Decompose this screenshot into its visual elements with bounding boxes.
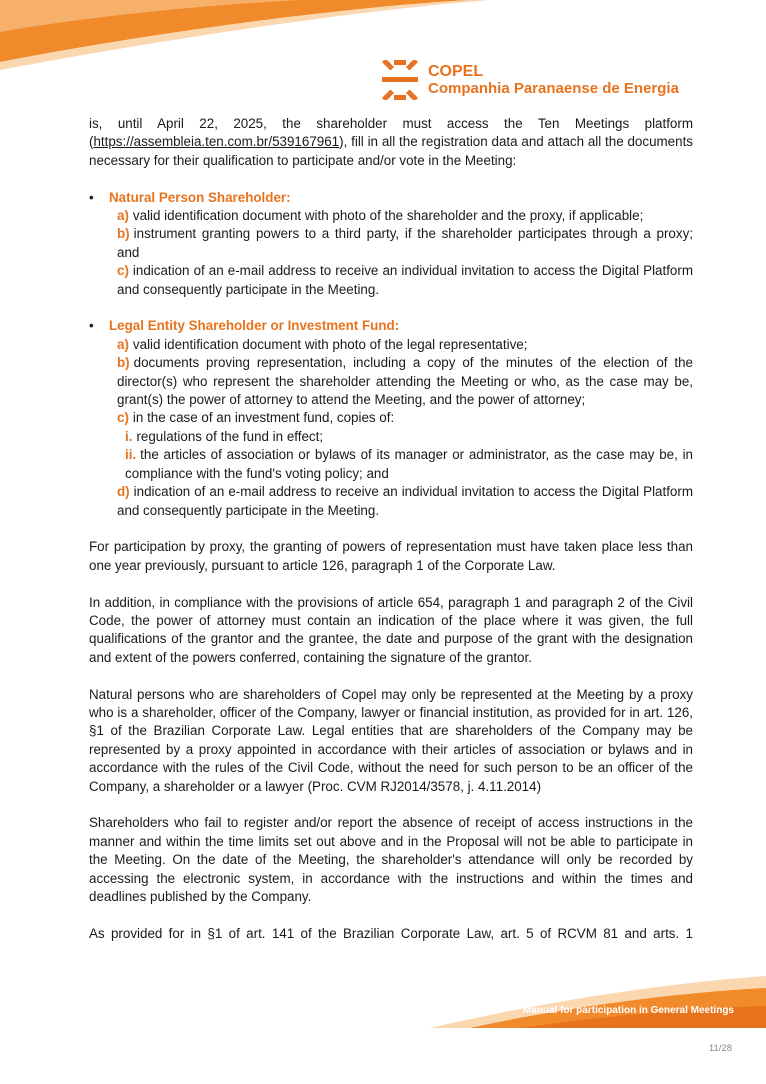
legal-entity-section bbox=[89, 317, 693, 519]
legal-item-c: c) in the case of an investment fund, copies of: bbox=[117, 410, 395, 426]
legal-item-b: b) documents proving representation, including a copy of the minutes of the election of the director(s) who represent the shareholder attending the Meeting or who, as the case may be, grant(s) the power of attorney to attend the Meeting, and the power of attorney; bbox=[117, 355, 693, 408]
natural-item-b: b) instrument granting powers to a third party, if the shareholder participates through a proxy; and bbox=[117, 226, 693, 260]
logo-name: COPEL bbox=[428, 63, 484, 80]
legal-item-c-i: i. regulations of the fund in effect; bbox=[125, 428, 324, 444]
bullet-icon: • bbox=[89, 189, 94, 205]
ten-meetings-link[interactable]: https://assembleia.ten.com.br/539167961 bbox=[93, 134, 340, 150]
natural-person-section bbox=[89, 189, 693, 299]
natural-person-title: Natural Person Shareholder: bbox=[109, 189, 291, 205]
legal-item-d: d) indication of an e-mail address to receive an individual invitation to access the Digital Platform and consequently participate in the Meeting. bbox=[117, 484, 693, 518]
company-logo bbox=[380, 60, 679, 100]
requirements-list bbox=[89, 189, 693, 520]
registration-failure-paragraph: Shareholders who fail to register and/or report the absence of receipt of access instructions in the manner and within the time limits set out above and in the Proposal will not be able to participate in the Meeting. On the date of the Meeting, the shareholder's attendance will only be recorded by accessing the electronic system, in accordance with the instructions and within the times and deadlines published by the Company. bbox=[89, 815, 693, 904]
natural-persons-paragraph: Natural persons who are shareholders of Copel may only be represented at the Meeting by a proxy who is a shareholder, officer of the Company, lawyer or financial institution, as provided for in art. 126, §1 of the Brazilian Corporate Law. Legal entities that are shareholders of the Company may be represented by a proxy appointed in accordance with their articles of association or bylaws and in accordance with the rules of the Civil Code, without the need for such person to be an officer of the Company, a shareholder or a lawyer (Proc. CVM RJ2014/3578, j. 4.11.2014) bbox=[89, 686, 693, 794]
legal-item-c-ii: ii. the articles of association or bylaws of its manager or administrator, as the case may be, in compliance with the fund's voting policy; and bbox=[125, 447, 693, 481]
page-number: 11/28 bbox=[708, 1043, 732, 1054]
footer-title: Manual for participation in General Meetings bbox=[522, 1005, 734, 1016]
proxy-paragraph: For participation by proxy, the granting of powers of representation must have taken place less than one year previously, pursuant to article 126, paragraph 1 of the Corporate Law. bbox=[89, 539, 693, 573]
intro-paragraph: is, until April 22, 2025, the shareholder must access the Ten Meetings platform (https://assembleia.ten.com.br/539167961), fill in all the registration data and attach all the documents necessary for their qualification to participate and/or vote in the Meeting: bbox=[89, 116, 693, 168]
last-paragraph: As provided for in §1 of art. 141 of the Brazilian Corporate Law, art. 5 of RCVM 81 and arts. 1 bbox=[89, 925, 693, 941]
civil-code-paragraph: In addition, in compliance with the provisions of article 654, paragraph 1 and paragraph 2 of the Civil Code, the power of attorney must contain an indication of the place where it was given, the full qualifications of the grantor and the grantee, the date and purpose of the grant with the designation and extent of the powers conferred, containing the signature of the grantor. bbox=[89, 594, 693, 665]
legal-entity-title: Legal Entity Shareholder or Investment Fund: bbox=[109, 318, 400, 334]
legal-item-a: a) valid identification document with photo of the legal representative; bbox=[117, 336, 528, 352]
footer-swoosh bbox=[0, 968, 766, 1028]
bullet-icon: • bbox=[89, 318, 94, 334]
natural-item-c: c) indication of an e-mail address to receive an individual invitation to access the Digital Platform and consequently participate in the Meeting. bbox=[117, 263, 693, 297]
document-body bbox=[89, 115, 693, 962]
copel-logo-icon bbox=[380, 60, 420, 100]
natural-item-a: a) valid identification document with photo of the shareholder and the proxy, if applicable; bbox=[117, 208, 644, 224]
logo-subtitle: Companhia Paranaense de Energia bbox=[428, 80, 679, 97]
